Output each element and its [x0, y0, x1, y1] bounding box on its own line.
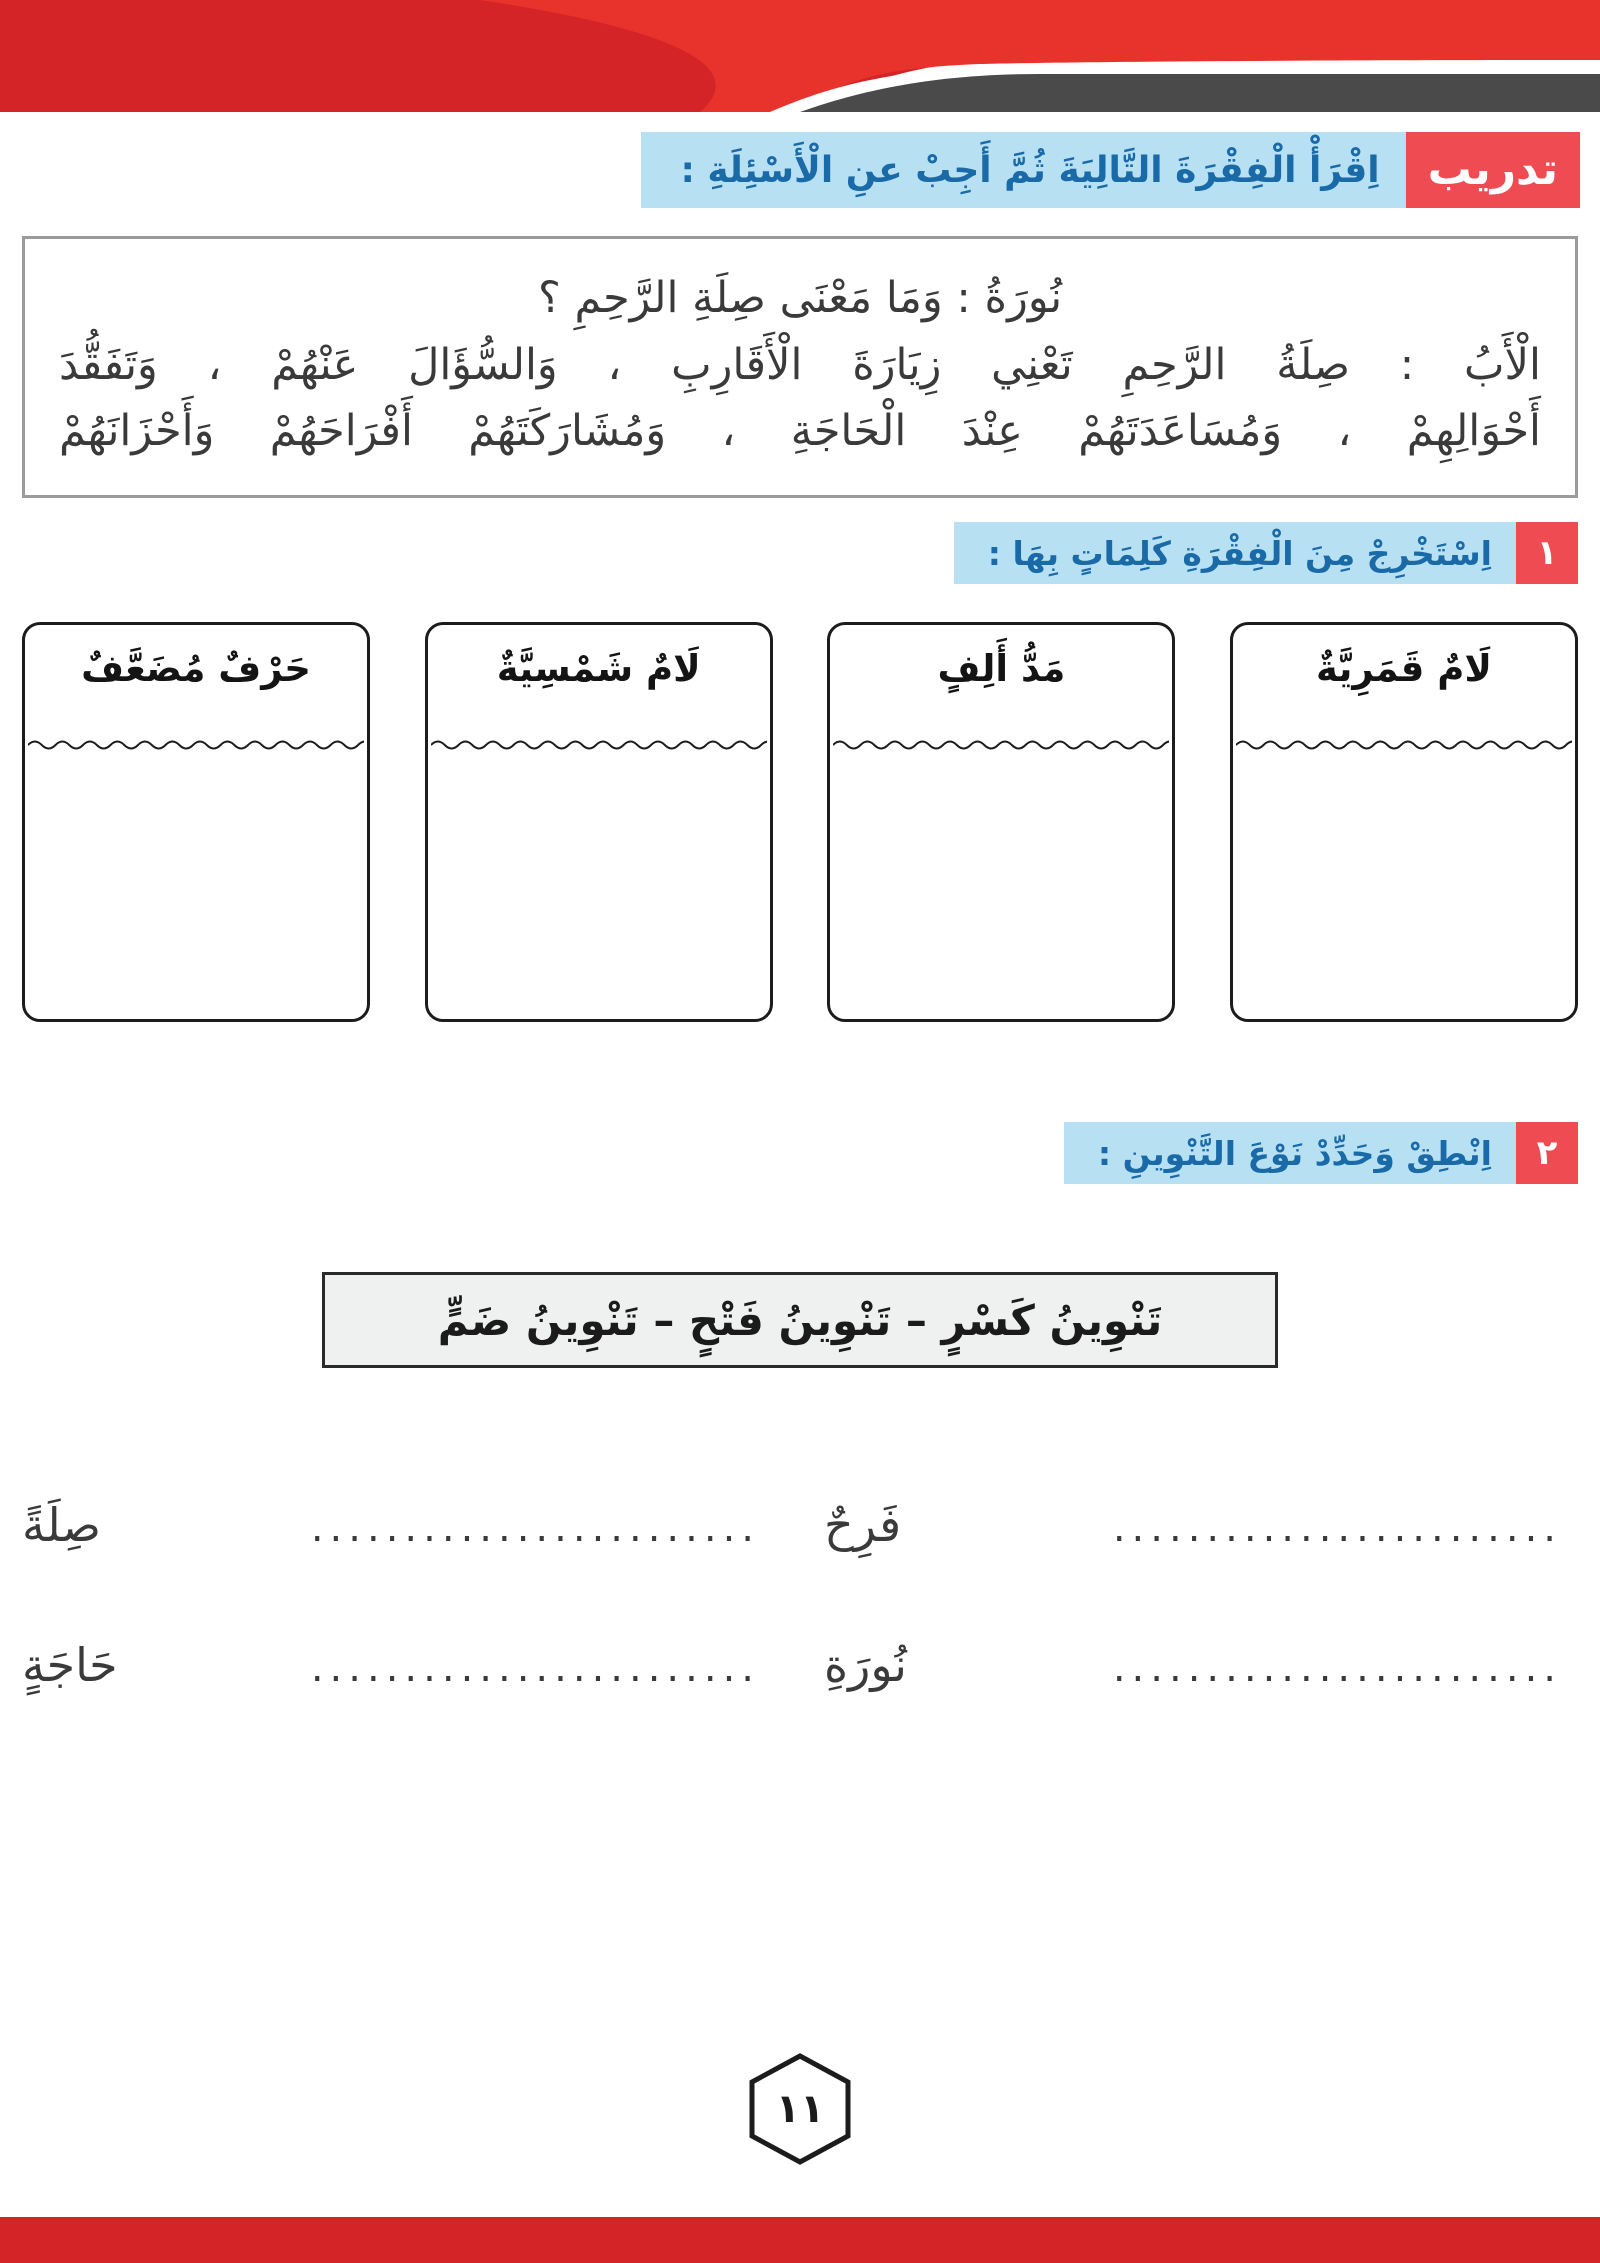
tanween-row — [22, 1412, 1578, 1552]
answer-cards-row — [22, 622, 1578, 1022]
top-decorative-banner — [0, 0, 1600, 112]
question-1-number: ١ — [1516, 522, 1578, 584]
answer-blank[interactable]: ........................ — [1112, 1505, 1562, 1551]
question-1-instruction: اِسْتَخْرِجْ مِنَ الْفِقْرَةِ كَلِمَاتٍ بِهَا : — [954, 522, 1516, 584]
exercise-header — [641, 132, 1581, 208]
answer-card-label: مَدُّ أَلِفٍ — [937, 647, 1066, 690]
hexagon-frame — [748, 2053, 852, 2165]
page-number-container — [0, 2053, 1600, 2165]
tanween-options-box — [322, 1272, 1278, 1368]
tanween-word: نُورَةِ — [824, 1638, 907, 1692]
answer-card-madd-alif[interactable] — [827, 622, 1175, 1022]
answer-card-label: لَامٌ قَمَرِيَّةٌ — [1316, 647, 1492, 690]
answer-card-label: حَرْفٌ مُضَعَّفٌ — [81, 647, 311, 690]
tanween-item-farihun — [800, 1498, 1578, 1552]
tanween-item-haajatin — [22, 1638, 800, 1692]
paragraph-line-2: الْأَبُ : صِلَةُ الرَّحِمِ تَعْنِي زِيَارَةَ الْأَقَارِبِ ، وَالسُّؤَالَ عَنْهُمْ ، وَتَفَقُّدَ — [59, 339, 1541, 390]
answer-card-lam-shamsiyya[interactable] — [425, 622, 773, 1022]
answer-card-label: لَامٌ شَمْسِيَّةٌ — [496, 647, 701, 690]
tanween-options-text: تَنْوِينُ كَسْرٍ – تَنْوِينُ فَتْحٍ – تَنْوِينُ ضَمٍّ — [437, 1295, 1163, 1345]
bottom-decorative-banner — [0, 2217, 1600, 2263]
tanween-word: حَاجَةٍ — [22, 1638, 118, 1692]
wavy-divider-icon — [431, 737, 767, 753]
answer-card-harf-mudaaaf[interactable] — [22, 622, 370, 1022]
paragraph-line-1: نُورَةُ : وَمَا مَعْنَى صِلَةِ الرَّحِمِ ؟ — [537, 273, 1063, 323]
tanween-word: صِلَةً — [22, 1498, 101, 1552]
wavy-divider-icon — [28, 737, 364, 753]
reading-paragraph-box — [22, 236, 1578, 498]
answer-card-lam-qamariyya[interactable] — [1230, 622, 1578, 1022]
worksheet-page — [0, 112, 1600, 2217]
paragraph-line-3: أَحْوَالِهِمْ ، وَمُسَاعَدَتَهُمْ عِنْدَ الْحَاجَةِ ، وَمُشَارَكَتَهُمْ أَفْرَاحَهُمْ وَأَحْزَانَهُمْ — [59, 406, 1541, 457]
tanween-word: فَرِحٌ — [824, 1498, 902, 1552]
wavy-divider-icon — [1236, 737, 1572, 753]
page-number-label: ١١ — [775, 2086, 825, 2132]
answer-blank[interactable]: ........................ — [1112, 1645, 1562, 1691]
answer-blank[interactable]: ........................ — [310, 1645, 760, 1691]
tanween-item-silatan — [22, 1498, 800, 1552]
answer-blank[interactable]: ........................ — [310, 1505, 760, 1551]
wavy-divider-icon — [833, 737, 1169, 753]
bottom-bar-graphic — [0, 2217, 1600, 2263]
question-2-number: ٢ — [1516, 1122, 1578, 1184]
question-2-instruction: اِنْطِقْ وَحَدِّدْ نَوْعَ التَّنْوِينِ : — [1064, 1122, 1516, 1184]
tanween-row — [22, 1552, 1578, 1692]
banner-graphic — [0, 0, 1600, 112]
tanween-word-grid — [22, 1412, 1578, 1692]
question-1-header — [954, 522, 1578, 584]
tanween-item-nuurati — [800, 1638, 1578, 1692]
exercise-badge: تدريب — [1406, 132, 1580, 208]
question-2-header — [1064, 1122, 1578, 1184]
exercise-instruction: اِقْرَأْ الْفِقْرَةَ التَّالِيَةَ ثُمَّ أَجِبْ عنِ الْأَسْئِلَةِ : — [641, 132, 1406, 208]
